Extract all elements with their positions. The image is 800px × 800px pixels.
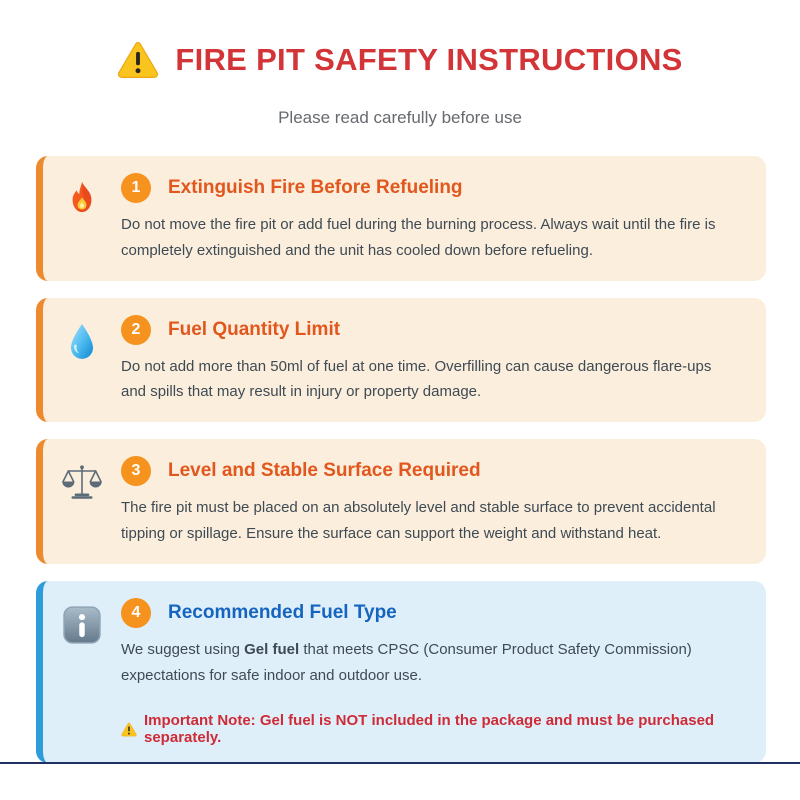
card-content [121,315,740,406]
card-header [121,173,740,203]
step-number-badge: 3 [121,456,151,486]
droplet-icon [59,315,105,406]
step-number-badge: 1 [121,173,151,203]
warning-triangle-small-icon [121,722,137,737]
card-header [121,598,740,628]
fire-icon [59,173,105,264]
step-number-badge: 2 [121,315,151,345]
card-header [121,456,740,486]
card-content [121,173,740,264]
page-header [0,0,800,80]
card-content [121,456,740,547]
important-note [121,712,740,746]
card-title: Fuel Quantity Limit [168,318,341,340]
body-text-bold: Gel fuel [244,640,300,658]
card-stable-surface [36,439,766,564]
card-content [121,598,740,747]
bottom-divider [0,762,800,764]
card-body-text [121,637,740,689]
info-icon [59,598,105,747]
card-title: Recommended Fuel Type [168,601,397,623]
page-title: FIRE PIT SAFETY INSTRUCTIONS [175,42,683,77]
card-title: Extinguish Fire Before Refueling [168,177,463,198]
step-number-badge: 4 [121,598,151,628]
page-subtitle: Please read carefully before use [278,108,522,127]
card-recommended-fuel [36,581,766,764]
scale-icon [59,456,105,547]
card-extinguish-fire [36,156,766,281]
warning-triangle-icon [117,40,159,80]
important-note-text: Important Note: Gel fuel is NOT included in the package and must be purchased separately. [144,712,715,747]
instruction-cards [36,156,766,763]
body-text-prefix: We suggest using [121,640,245,658]
card-header [121,315,740,345]
card-title: Level and Stable Surface Required [168,460,481,482]
card-body-text: Do not add more than 50ml of fuel at one time. Overfilling can cause dangerous flare-ups and spills that may result in injury or property damage. [121,357,712,401]
card-body-text: The fire pit must be placed on an absolutely level and stable surface to prevent accidental tipping or spillage. Ensure the surface can support the weight and withstand heat. [121,499,716,542]
body-text-suffix: that meets CPSC (Consumer Product Safety Commission) expectations for safe indoor and outdoor use. [121,640,692,684]
card-fuel-quantity [36,298,766,423]
card-body-text: Do not move the fire pit or add fuel during the burning process. Always wait until the fire is completely extinguished and the unit has cooled down before refueling. [121,216,716,259]
